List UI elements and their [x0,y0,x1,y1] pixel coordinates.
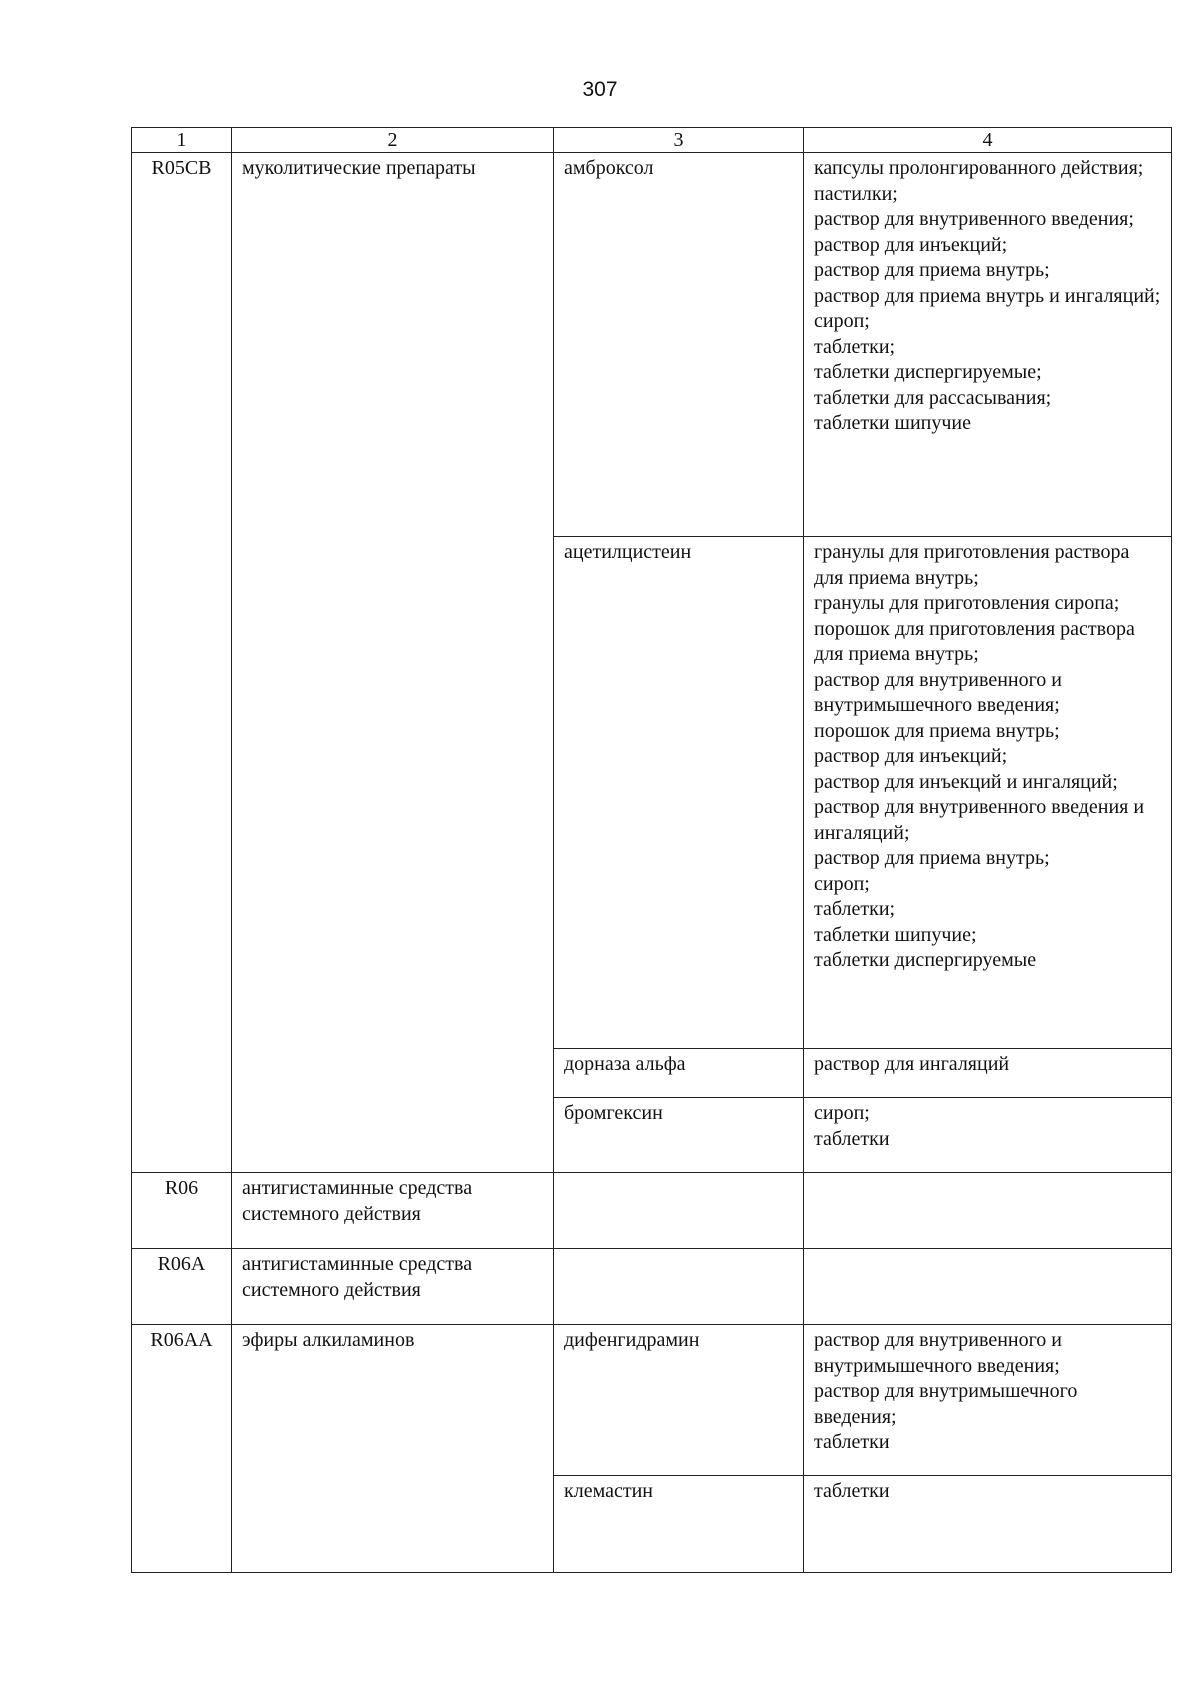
atc-code: R06 [132,1173,232,1249]
dosage-form: пастилки; [814,182,898,205]
page-number: 307 [582,78,618,101]
dosage-forms [804,1098,1172,1173]
dosage-forms [804,1173,1172,1249]
dosage-forms [804,1249,1172,1325]
table-row [132,1325,1172,1476]
dosage-form: раствор для инъекций; [814,233,1008,256]
dosage-form: таблетки; [814,335,896,358]
dosage-form: раствор для инъекций и ингаляций; [814,770,1118,793]
dosage-form: таблетки [814,1480,890,1502]
dosage-form: раствор для внутримышечного введения; [814,1380,1078,1428]
drug-name: клемастин [554,1476,804,1573]
table-row [132,153,1172,537]
dosage-form: таблетки для рассасывания; [814,386,1052,409]
dosage-form: раствор для приема внутрь и ингаляций; [814,284,1161,307]
drug-name: дифенгидрамин [554,1325,804,1476]
drug-name: амброксол [554,153,804,537]
dosage-form: таблетки диспергируемые; [814,361,1042,383]
column-header-3: 3 [554,128,804,153]
drug-name: дорназа альфа [554,1049,804,1098]
drug-name [554,1249,804,1325]
dosage-form: раствор для приема внутрь; [814,847,1050,869]
drug-name: ацетилцистеин [554,537,804,1049]
dosage-form: раствор для внутривенного и внутримышечного введения; [814,1329,1063,1377]
group-name: антигистаминные средства системного действия [232,1249,554,1325]
dosage-form: гранулы для приготовления раствора для приема внутрь; [814,541,1130,589]
dosage-form: раствор для ингаляций [814,1053,1010,1075]
column-header-2: 2 [232,128,554,153]
atc-code: R06AA [132,1325,232,1573]
table-row [132,1249,1172,1325]
column-header-1: 1 [132,128,232,153]
dosage-form: таблетки шипучие; [814,923,977,946]
dosage-form: сироп; [814,872,870,895]
group-name: муколитические препараты [232,153,554,1173]
atc-code: R06A [132,1249,232,1325]
table-row [132,1173,1172,1249]
dosage-form: раствор для внутривенного и внутримышечного введения; [814,668,1063,716]
dosage-form: гранулы для приготовления сиропа; [814,592,1120,614]
dosage-form: раствор для внутривенного введения; [814,208,1134,230]
dosage-form: капсулы пролонгированного действия; [814,157,1144,179]
dosage-form: раствор для инъекций; [814,745,1008,767]
dosage-form: таблетки; [814,898,896,920]
dosage-form: сироп; [814,1102,870,1124]
dosage-forms [804,153,1172,537]
dosage-forms [804,537,1172,1049]
dosage-form: раствор для приема внутрь; [814,259,1050,281]
dosage-form: таблетки [814,1431,890,1453]
dosage-form: таблетки диспергируемые [814,949,1037,971]
dosage-form: порошок для приготовления раствора для приема внутрь; [814,617,1135,665]
dosage-form: таблетки [814,1127,890,1150]
dosage-forms [804,1049,1172,1098]
dosage-forms [804,1325,1172,1476]
group-name: антигистаминные средства системного действия [232,1173,554,1249]
drug-table [131,127,1172,1573]
drug-name: бромгексин [554,1098,804,1173]
drug-name [554,1173,804,1249]
dosage-forms [804,1476,1172,1573]
atc-code: R05CB [132,153,232,1173]
column-header-4: 4 [804,128,1172,153]
dosage-form: сироп; [814,310,870,332]
table-header-row [132,128,1172,153]
dosage-form: таблетки шипучие [814,412,972,434]
dosage-form: раствор для внутривенного введения и ингаляций; [814,796,1145,844]
group-name: эфиры алкиламинов [232,1325,554,1573]
dosage-form: порошок для приема внутрь; [814,719,1060,742]
